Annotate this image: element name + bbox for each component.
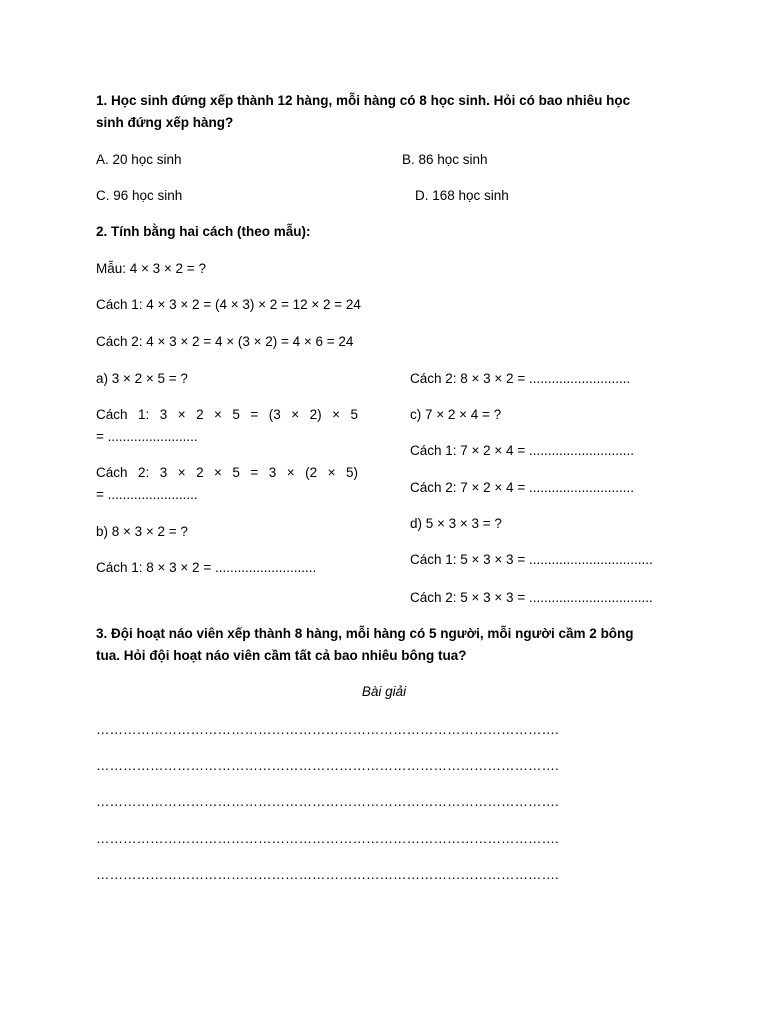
q2d-way-2: Cách 2: 5 × 3 × 3 = .................................	[410, 590, 653, 605]
token: ×	[214, 465, 222, 480]
q2a-title: a) 3 × 2 × 5 = ?	[96, 371, 188, 386]
token: 5)	[345, 465, 358, 480]
q2d-title: d) 5 × 3 × 3 = ?	[410, 516, 502, 531]
q1-text-line-1: 1. Học sinh đứng xếp thành 12 hàng, mỗi hàng có 8 học sinh. Hỏi có bao nhiêu học	[96, 93, 631, 108]
q3-text-line-1: 3. Đội hoạt náo viên xếp thành 8 hàng, mỗi hàng có 5 người, mỗi người cầm 2 bông	[96, 626, 634, 641]
token: ×	[177, 407, 186, 422]
token: 3	[159, 465, 168, 480]
token: 2	[196, 407, 204, 422]
q2d-way-1: Cách 1: 5 × 3 × 3 = .................................	[410, 552, 653, 567]
token: 2	[196, 465, 204, 480]
q2a-way-2-answer-blank: = ........................	[96, 487, 198, 502]
q2a-way-1-line	[96, 404, 358, 426]
q2b-way-2: Cách 2: 8 × 3 × 2 = ...........................	[410, 371, 631, 386]
answer-line: ………………………………………………………………………………………….	[96, 758, 559, 773]
q3-text-line-2: tua. Hỏi đội hoạt náo viên cầm tất cả bao nhiêu bông tua?	[96, 648, 467, 663]
q2-example: Mẫu: 4 × 3 × 2 = ?	[96, 261, 206, 276]
q2c-way-1: Cách 1: 7 × 2 × 4 = ............................	[410, 443, 634, 458]
q2b-way-1: Cách 1: 8 × 3 × 2 = ...........................	[96, 560, 317, 575]
answer-line: ………………………………………………………………………………………….	[96, 867, 559, 882]
token: (2	[305, 465, 318, 480]
token: Cách	[96, 465, 128, 480]
token: =	[250, 407, 259, 422]
q2c-title: c) 7 × 2 × 4 = ?	[410, 407, 502, 422]
answer-line: ………………………………………………………………………………………….	[96, 831, 559, 846]
q2a-way-2-line	[96, 462, 358, 484]
q2a-way-1	[96, 404, 358, 448]
q1-text-line-2: sinh đứng xếp hàng?	[96, 115, 234, 130]
q2c-way-2: Cách 2: 7 × 2 × 4 = ............................	[410, 480, 634, 495]
token: 3	[268, 465, 277, 480]
token: ×	[214, 407, 222, 422]
q2-example-way-1: Cách 1: 4 × 3 × 2 = (4 × 3) × 2 = 12 × 2 = 24	[96, 297, 361, 312]
q1-option-a: A. 20 học sinh	[96, 152, 182, 167]
solution-heading: Bài giải	[361, 684, 407, 699]
token: 5	[232, 407, 240, 422]
token: 3	[159, 407, 168, 422]
q1-option-c: C. 96 học sinh	[96, 188, 183, 203]
q2a-way-2	[96, 462, 358, 506]
token: ×	[291, 407, 300, 422]
q1-option-b: B. 86 học sinh	[402, 152, 488, 167]
q2b-title: b) 8 × 3 × 2 = ?	[96, 524, 188, 539]
token: 2)	[309, 407, 322, 422]
token: Cách	[96, 407, 128, 422]
token: ×	[332, 407, 340, 422]
token: ×	[286, 465, 295, 480]
q2-example-way-2: Cách 2: 4 × 3 × 2 = 4 × (3 × 2) = 4 × 6 = 24	[96, 334, 354, 349]
token: =	[250, 465, 259, 480]
answer-line: ………………………………………………………………………………………….	[96, 722, 559, 737]
token: ×	[177, 465, 186, 480]
token: 1:	[137, 407, 150, 422]
token: 5	[232, 465, 240, 480]
q2-title: 2. Tính bằng hai cách (theo mẫu):	[96, 224, 311, 239]
token: 5	[350, 407, 358, 422]
answer-line: ………………………………………………………………………………………….	[96, 794, 559, 809]
q1-option-d: D. 168 học sinh	[415, 188, 509, 203]
q2a-way-1-answer-blank: = ........................	[96, 429, 198, 444]
token: ×	[327, 465, 336, 480]
token: 2:	[137, 465, 150, 480]
token: (3	[268, 407, 281, 422]
